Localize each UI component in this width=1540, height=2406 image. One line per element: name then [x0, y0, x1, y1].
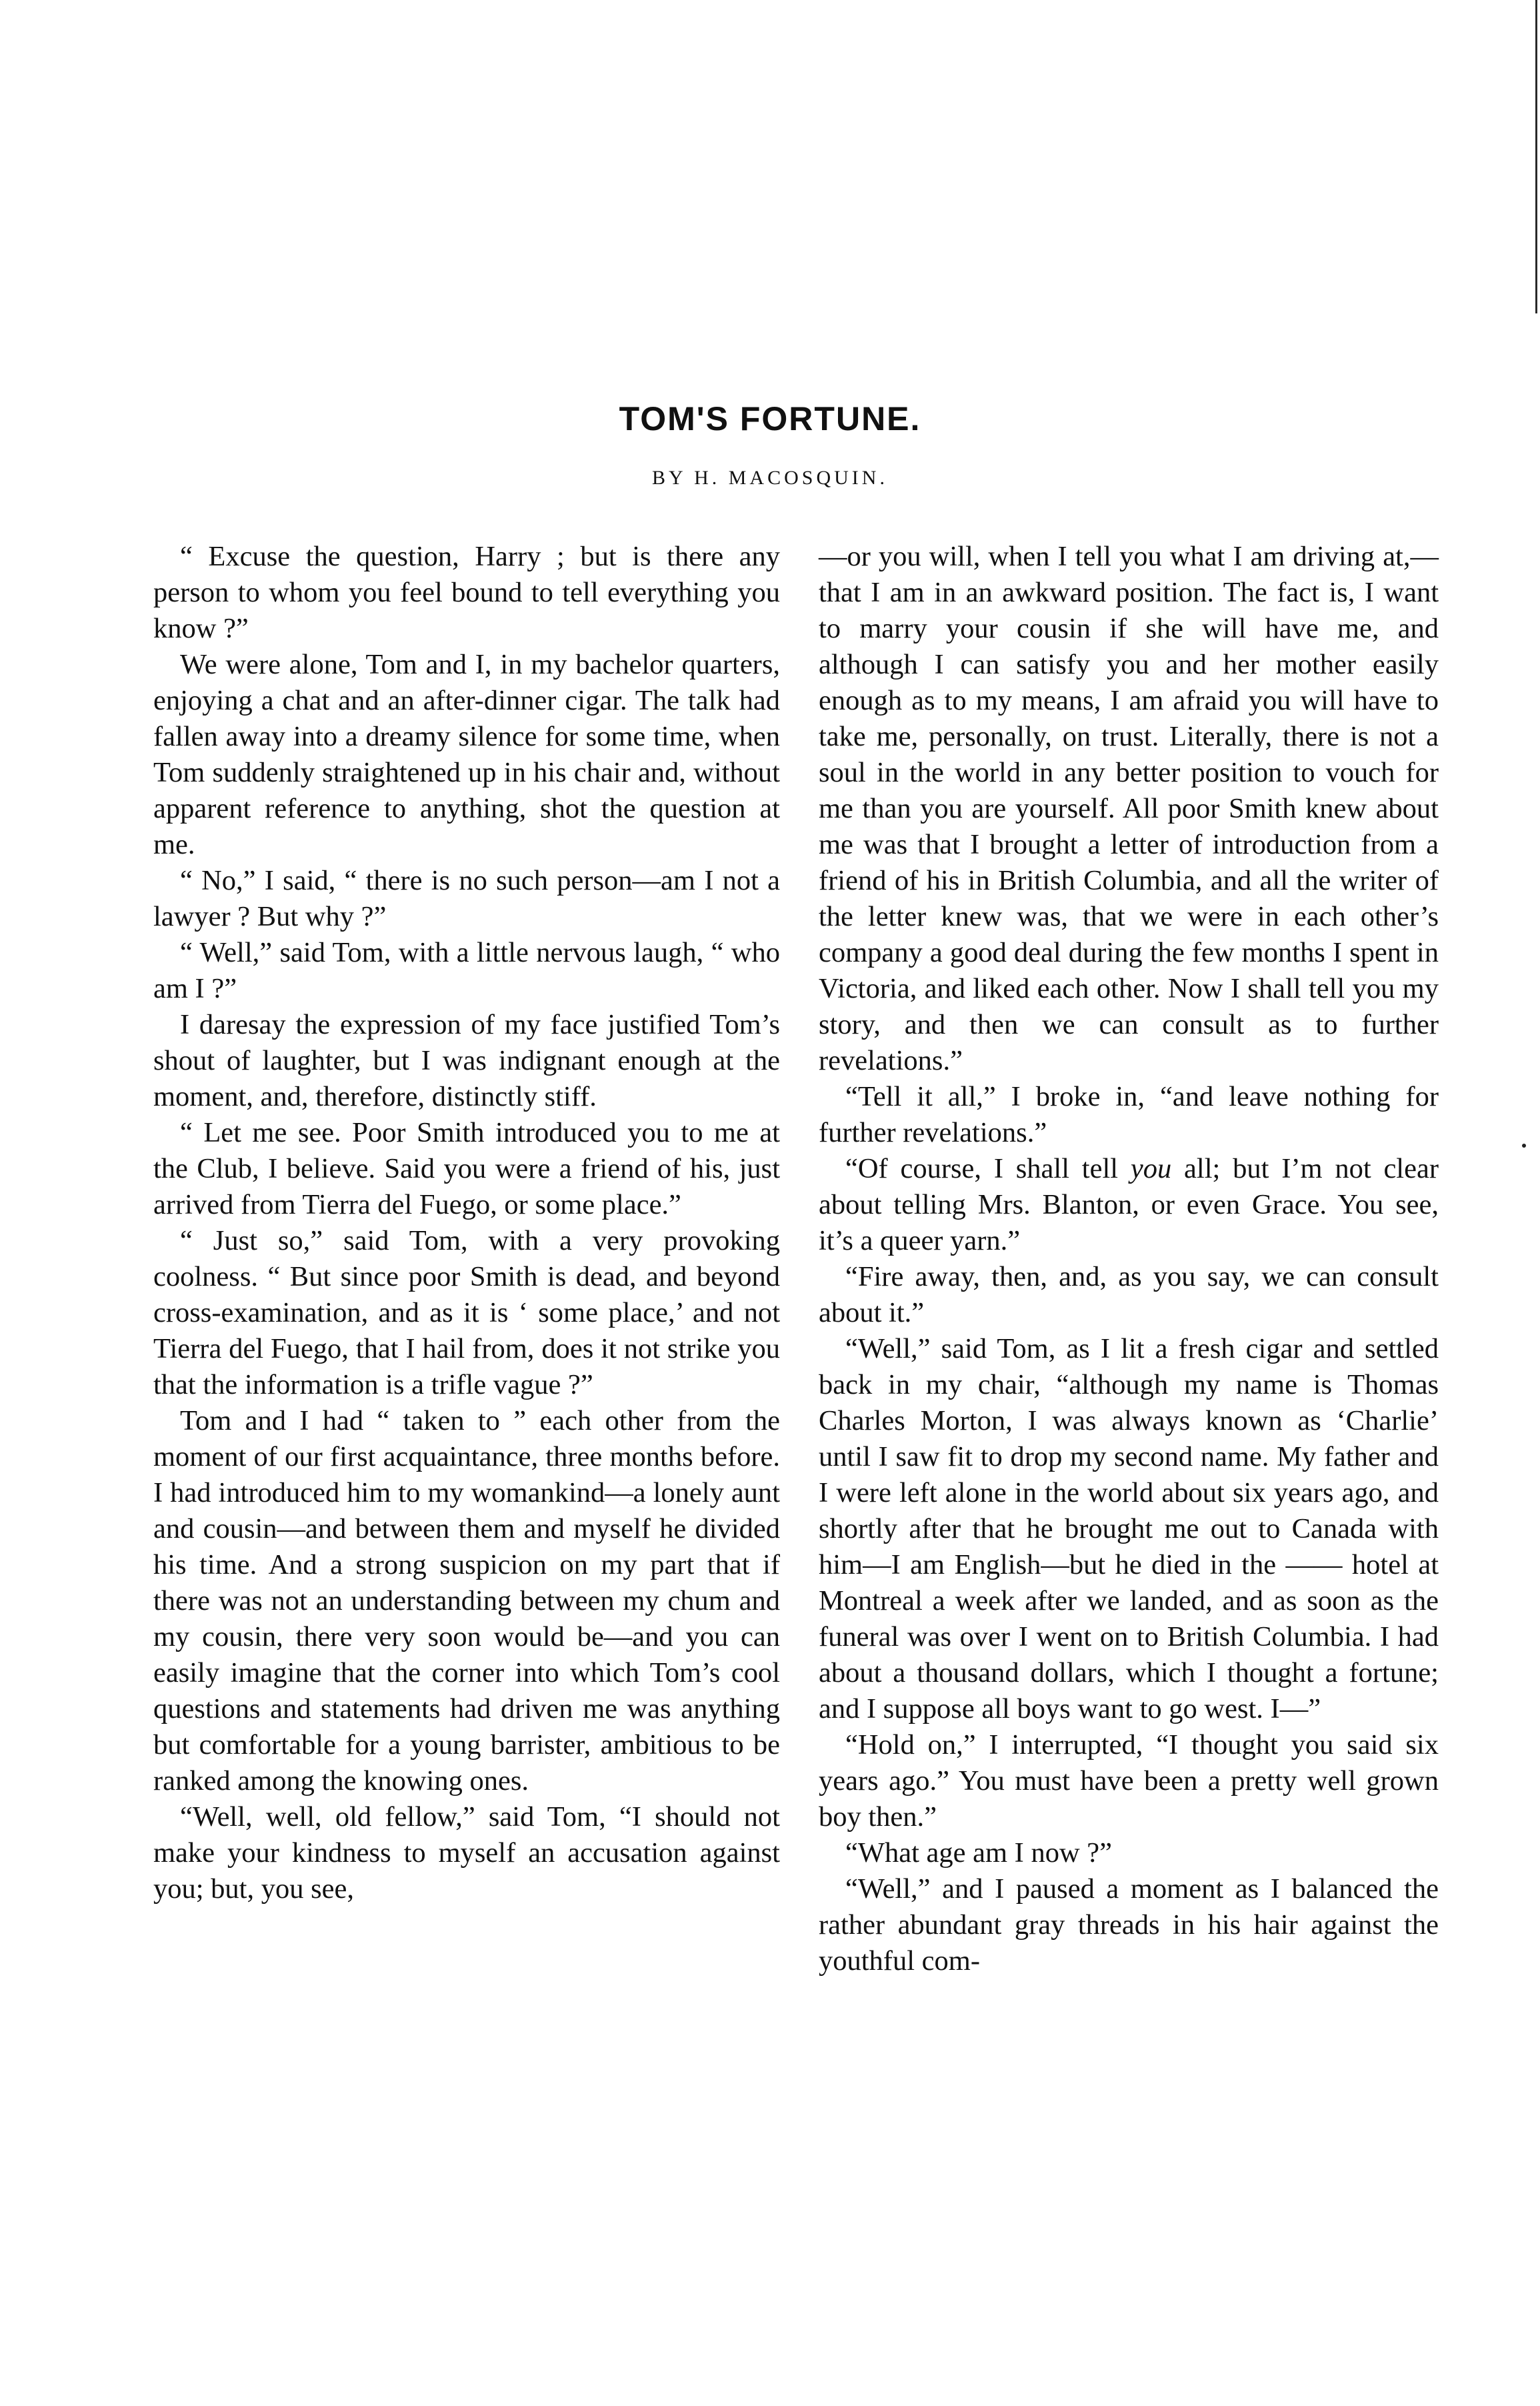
paragraph: “Hold on,” I interrupted, “I thought you said six years ago.” You must have been a pretty well grown boy then.”	[819, 1729, 1439, 1833]
paragraph: “Well, well, old fellow,” said Tom, “I should not make your kindness to myself an accusation against you; but, you see,	[153, 1801, 780, 1905]
text-run: all; but I’m not clear about telling Mrs. Blanton, or even Grace. You see, it’s a queer yarn.”	[819, 1153, 1439, 1256]
paragraph: “Well,” and I paused a moment as I balanced the rather abundant gray threads in his hair against the youthful com-	[819, 1873, 1439, 1977]
article-title: TOM'S FORTUNE.	[619, 399, 921, 437]
paragraph: “ Let me see. Poor Smith introduced you to me at the Club, I believe. Said you were a friend of his, just arrived from Tierra del Fuego, or some place.”	[153, 1117, 780, 1220]
paragraph: I daresay the expression of my face justified Tom’s shout of laughter, but I was indignant enough at the moment, and, therefore, distinctly stiff.	[153, 1009, 780, 1112]
paragraph: “ Well,” said Tom, with a little nervous laugh, “ who am I ?”	[153, 937, 780, 1004]
paragraph: “What age am I now ?”	[845, 1837, 1112, 1869]
paragraph: Tom and I had “ taken to ” each other from the moment of our first acquaintance, three months before. I had introduced him to my womankind—a lonely aunt and cousin—and between them and myself he divided his time. And a strong suspicion on my part that if there was not an understanding between my chum and my cousin, there very soon would be—and you can easily imagine that the corner into which Tom’s cool questions and statements had driven me was anything but comfortable for a young barrister, ambitious to be ranked among the knowing ones.	[153, 1405, 780, 1796]
article-byline: BY H. MACOSQUIN.	[652, 467, 888, 489]
paragraph: “Fire away, then, and, as you say, we can consult about it.”	[819, 1261, 1439, 1328]
paragraph: “ Just so,” said Tom, with a very provoking coolness. “ But since poor Smith is dead, and beyond cross-examination, and as it is ‘ some place,’ and not Tierra del Fuego, that I hail from, does it not strike you that the information is a trifle vague ?”	[153, 1225, 780, 1400]
left-column	[153, 539, 780, 1907]
page-edge-line	[1535, 0, 1537, 313]
right-column	[819, 539, 1439, 1979]
text-run: “Of course, I shall tell	[845, 1153, 1131, 1184]
ink-speck	[1522, 1144, 1526, 1148]
paragraph-continuation: —or you will, when I tell you what I am driving at,—that I am in an awkward position. The fact is, I want to marry your cousin if she will have me, and although I can satisfy you and her mother easily enough as to my means, I am afraid you will have to take me, personally, on trust. Literally, there is not a soul in the world in any better position to vouch for me than you are yourself. All poor Smith knew about me was that I brought a letter of introduction from a friend of his in British Columbia, and all the writer of the letter knew was, that we were in each other’s company a good deal during the few months I spent in Victoria, and liked each other. Now I shall tell you my story, and then we can consult as to further revelations.”	[819, 541, 1439, 1076]
paragraph: “ No,” I said, “ there is no such person—am I not a lawyer ? But why ?”	[153, 865, 780, 932]
emphasis-text: you	[1130, 1153, 1172, 1184]
paragraph: “Well,” said Tom, as I lit a fresh cigar and settled back in my chair, “although my name is Thomas Charles Morton, I was always known as ‘Charlie’ until I saw fit to drop my second name. My father and I were left alone in the world about six years ago, and shortly after that he brought me out to Canada with him—I am English—but he died in the —— hotel at Montreal a week after we landed, and as soon as the funeral was over I went on to British Columbia. I had about a thousand dollars, which I thought a fortune; and I suppose all boys want to go west. I—”	[819, 1333, 1439, 1724]
paragraph: “Tell it all,” I broke in, “and leave nothing for further revelations.”	[819, 1081, 1439, 1148]
paragraph	[819, 1151, 1439, 1259]
paragraph: “ Excuse the question, Harry ; but is there any person to whom you feel bound to tell everything you know ?”	[153, 541, 780, 644]
paragraph: We were alone, Tom and I, in my bachelor quarters, enjoying a chat and an after-dinner cigar. The talk had fallen away into a dreamy silence for some time, when Tom suddenly straightened up in his chair and, without apparent reference to anything, shot the question at me.	[153, 649, 780, 860]
